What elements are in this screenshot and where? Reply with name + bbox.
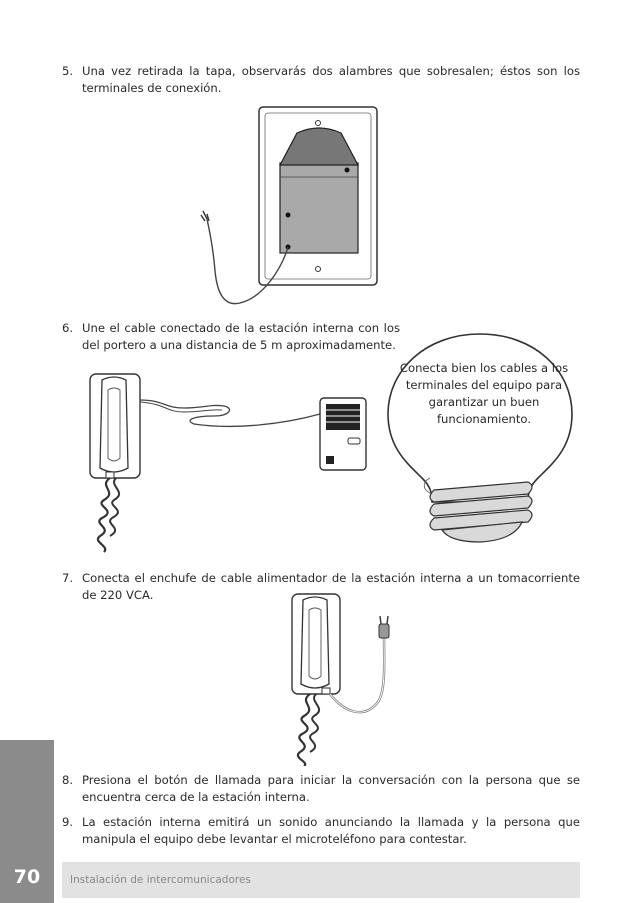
step-text: Une el cable conectado de la estación interna con los del portero a una distancia de 5 m aproximadamente. xyxy=(82,321,400,352)
step-number: 7. xyxy=(62,571,74,585)
step-8 xyxy=(62,772,580,806)
power-plug-illustration xyxy=(286,592,398,766)
step-text: Una vez retirada la tapa, observarás dos alambres que sobresalen; éstos son los terminales de conexión. xyxy=(82,64,580,95)
tip-text: Conecta bien los cables a los terminales del equipo para garantizar un buen funcionamiento. xyxy=(399,361,569,426)
step-text: La estación interna emitirá un sonido anunciando la llamada y la persona que manipula el equipo debe levantar el microteléfono para contestar. xyxy=(82,815,580,846)
terminal-box-illustration xyxy=(195,105,385,315)
step-6 xyxy=(62,320,400,354)
step-9 xyxy=(62,814,580,848)
step-number: 8. xyxy=(62,773,74,787)
page-number: 70 xyxy=(13,866,41,888)
footer-section-title: Instalación de intercomunicadores xyxy=(70,874,251,886)
step-number: 9. xyxy=(62,815,74,829)
step-5 xyxy=(62,63,580,97)
step-number: 6. xyxy=(62,321,74,335)
step-text: Conecta el enchufe de cable alimentador de la estación interna a un tomacorriente de 220 VCA. xyxy=(82,571,580,602)
intercom-connection-illustration xyxy=(84,368,384,556)
step-number: 5. xyxy=(62,64,74,78)
step-text: Presiona el botón de llamada para iniciar la conversación con la persona que se encuentra cerca de la estación interna. xyxy=(82,773,580,804)
